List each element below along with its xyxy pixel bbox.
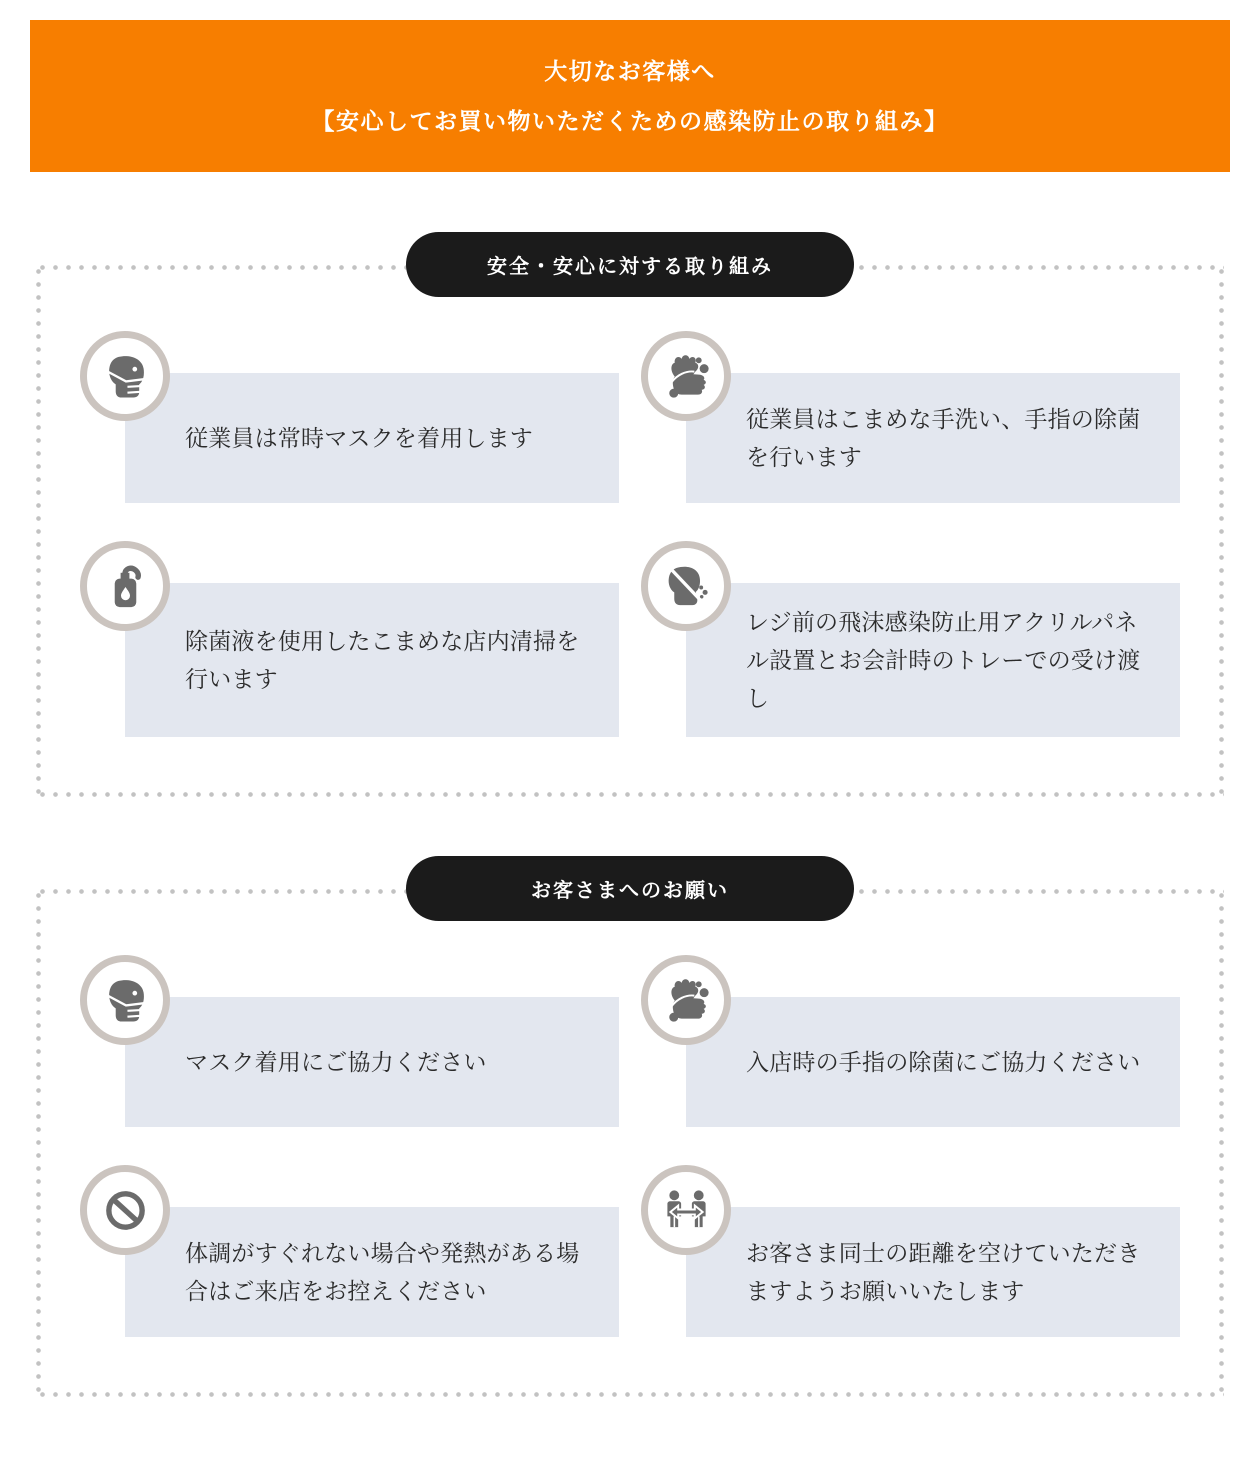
icon-badge bbox=[641, 331, 731, 421]
item-box bbox=[125, 1207, 619, 1337]
section-title-pill bbox=[406, 856, 854, 921]
item-box bbox=[686, 997, 1180, 1127]
item-text: レジ前の飛沫感染防止用アクリルパネル設置とお会計時のトレーでの受け渡し bbox=[746, 609, 1141, 711]
sanitizer-spray-icon bbox=[102, 563, 149, 610]
icon-badge bbox=[641, 541, 731, 631]
item-box bbox=[125, 997, 619, 1127]
prohibition-icon bbox=[102, 1187, 149, 1234]
items-grid bbox=[80, 955, 1180, 1337]
list-item bbox=[641, 955, 1180, 1127]
icon-badge bbox=[80, 331, 170, 421]
hand-washing-icon bbox=[663, 353, 710, 400]
list-item bbox=[80, 955, 619, 1127]
list-item bbox=[80, 331, 619, 503]
header-line-1: 大切なお客様へ bbox=[544, 58, 716, 84]
icon-badge bbox=[80, 955, 170, 1045]
item-text: お客さま同士の距離を空けていただきますようお願いいたします bbox=[746, 1240, 1141, 1304]
section-customer-requests bbox=[36, 880, 1224, 1397]
mask-face-icon bbox=[102, 353, 149, 400]
section-title: 安全・安心に対する取り組み bbox=[487, 256, 773, 278]
item-box bbox=[686, 373, 1180, 503]
section-title: お客さまへのお願い bbox=[531, 880, 729, 902]
icon-badge bbox=[80, 1165, 170, 1255]
item-text: 体調がすぐれない場合や発熱がある場合はご来店をお控えください bbox=[185, 1240, 580, 1304]
items-grid bbox=[80, 331, 1180, 737]
list-item bbox=[641, 541, 1180, 737]
list-item bbox=[80, 1165, 619, 1337]
section-safety-measures bbox=[36, 256, 1224, 797]
header-line-2: 【安心してお買い物いただくための感染防止の取り組み】 bbox=[311, 108, 949, 134]
item-box bbox=[125, 373, 619, 503]
list-item bbox=[641, 1165, 1180, 1337]
icon-badge bbox=[80, 541, 170, 631]
item-text: 入店時の手指の除菌にご協力ください bbox=[746, 1049, 1141, 1075]
item-box bbox=[686, 1207, 1180, 1337]
list-item bbox=[641, 331, 1180, 503]
hand-washing-icon bbox=[663, 977, 710, 1024]
item-box bbox=[125, 583, 619, 737]
social-distance-icon bbox=[663, 1187, 710, 1234]
item-text: 従業員は常時マスクを着用します bbox=[185, 425, 533, 451]
icon-badge bbox=[641, 955, 731, 1045]
mask-face-icon bbox=[102, 977, 149, 1024]
item-text: マスク着用にご協力ください bbox=[185, 1049, 487, 1075]
droplet-guard-icon bbox=[663, 563, 710, 610]
item-text: 除菌液を使用したこまめな店内清掃を行います bbox=[185, 628, 580, 692]
list-item bbox=[80, 541, 619, 737]
page-header bbox=[30, 20, 1230, 172]
item-text: 従業員はこまめな手洗い、手指の除菌を行います bbox=[746, 406, 1141, 470]
item-box bbox=[686, 583, 1180, 737]
icon-badge bbox=[641, 1165, 731, 1255]
section-title-pill bbox=[406, 232, 854, 297]
